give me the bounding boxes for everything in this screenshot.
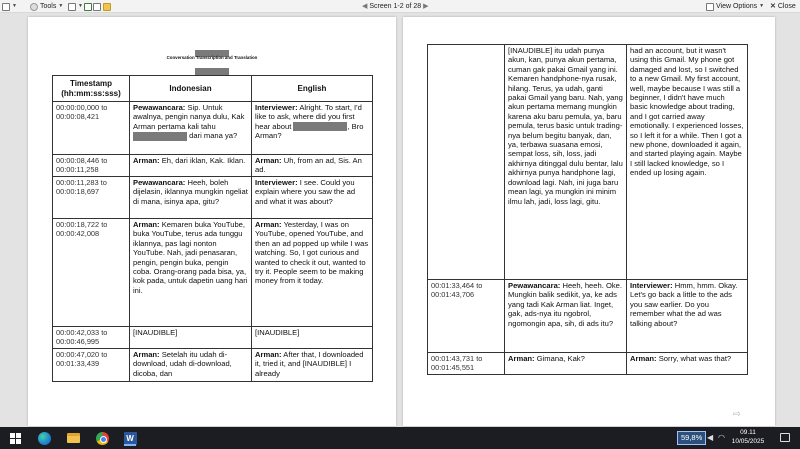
- close-button[interactable]: [770, 2, 796, 11]
- redaction-block: [133, 132, 187, 141]
- indonesian-cell: [130, 219, 252, 327]
- edge-icon: [38, 432, 51, 445]
- utterance-text: Alright. To start, I'd like to ask, where did you first hear about: [255, 103, 362, 131]
- timestamp-header: Timestamp (hh:mm:ss:sss): [53, 76, 130, 102]
- clock-time: 09.11: [740, 429, 756, 436]
- taskbar: [0, 427, 800, 449]
- english-cell: [252, 349, 373, 382]
- start-button[interactable]: [7, 430, 23, 446]
- view-options-label: View Options: [716, 3, 758, 10]
- volume-icon[interactable]: ◀: [707, 433, 714, 442]
- timestamp-cell: 00:00:00,000 to 00:00:08,421: [53, 102, 130, 155]
- view-options-icon: [706, 3, 714, 11]
- timestamp-cell: [428, 45, 505, 280]
- view-options-menu[interactable]: [706, 2, 764, 11]
- speaker-label: Arman:: [508, 354, 535, 363]
- battery-indicator[interactable]: 59,8%: [677, 431, 706, 445]
- utterance-text: Sorry, what was that?: [656, 354, 732, 363]
- speaker-label: Arman:: [255, 220, 282, 229]
- table-row: [53, 219, 373, 327]
- chevron-down-icon: ▼: [78, 3, 83, 9]
- timestamp-cell: 00:01:33,464 to 00:01:43,706: [428, 280, 505, 353]
- timestamp-cell: 00:00:18,722 to 00:00:42,008: [53, 219, 130, 327]
- utterance-text: Heeh, boleh dijelasin, iklannya mungkin ngeliat di mana, isinya apa, gitu?: [133, 178, 248, 206]
- notification-icon[interactable]: [780, 433, 790, 442]
- document-icon: [2, 3, 10, 11]
- table-row: [53, 155, 373, 177]
- utterance-text: Heeh, heeh. Oke. Mungkin balik sedikit, ya, ke ads yang tadi Kak Arman liat. Inget, gak, ads-nya itu ngobrol, ngomongin apa, sih, di ads itu?: [508, 281, 622, 328]
- utterance-text: Setelah itu udah di-download, udah di-download, dicoba, dan: [133, 350, 232, 378]
- transcript-table-continued: [427, 44, 748, 375]
- utterance-text: Gimana, Kak?: [534, 354, 585, 363]
- table-row: [428, 353, 748, 375]
- tools-icon: [30, 3, 38, 11]
- highlight-button[interactable]: [68, 2, 83, 11]
- speaker-label: Arman:: [133, 156, 160, 165]
- english-cell: had an account, but it wasn't using this Gmail. My phone got damaged and lost, so I switched to a new Gmail. My first account, well, maybe because I was still a beginner, I didn't have much basic knowledge about trading, and I got carried away emotionally. I experienced losses, so I left it for a while. Then I got a new phone, downloaded it again, and started playing again. Maybe I still lacked knowledge, so I ended up losing again.: [627, 45, 748, 280]
- previous-screen-icon[interactable]: ◀: [362, 3, 368, 10]
- indonesian-header: Indonesian: [130, 76, 252, 102]
- chevron-down-icon: ▼: [759, 3, 765, 9]
- english-header: English: [252, 76, 373, 102]
- english-cell: [627, 280, 748, 353]
- next-screen-icon[interactable]: ▶: [423, 3, 429, 10]
- utterance-text: , Bro Arman?: [255, 121, 364, 141]
- english-cell: [252, 177, 373, 219]
- utterance-text: I see. Could you explain where you saw the ad and what it was about?: [255, 178, 356, 206]
- folder-button[interactable]: [103, 2, 111, 11]
- taskbar-word[interactable]: [122, 430, 138, 446]
- document-page-1: [28, 17, 396, 426]
- table-header-row: [53, 76, 373, 102]
- doc-menu[interactable]: [2, 2, 17, 11]
- utterance-text: Yesterday, I was on YouTube, opened YouTube, and then an ad popped up while I was watching. So, I got curious and wanted to check it out, wanted to try it. People seem to be making money from it today.: [255, 220, 369, 286]
- utterance-text: Sip. Untuk awalnya, pengin nanya dulu, Kak Arman pertama kali tahu: [133, 103, 245, 131]
- indonesian-cell: [INAUDIBLE]: [130, 327, 252, 349]
- screen-nav: [362, 2, 429, 11]
- indonesian-cell: [130, 102, 252, 155]
- speaker-label: Interviewer:: [630, 281, 673, 290]
- utterance-text: Kemaren buka YouTube, buka YouTube, terus ada tunggu iklannya, pas lagi nonton YouTube. Nah, jadi penasaran, pengin, pengin buka, pengin coba. Orang-orang pada bisa, ya, kok pada, untuk dapetin uang hari ini.: [133, 220, 248, 295]
- speaker-label: Pewawancara:: [133, 103, 186, 112]
- speaker-label: Arman:: [133, 350, 160, 359]
- close-icon: ✕: [770, 3, 776, 10]
- utterance-text: Eh, dari iklan, Kak. Iklan.: [159, 156, 246, 165]
- utterance-text: Uh, from an ad, Sis. An ad.: [255, 156, 362, 175]
- timestamp-cell: 00:00:08,446 to 00:00:11,258: [53, 155, 130, 177]
- timestamp-cell: 00:01:43,731 to 00:01:45,551: [428, 353, 505, 375]
- table-row: [53, 177, 373, 219]
- table-row: [53, 327, 373, 349]
- english-cell: [252, 219, 373, 327]
- utterance-text: dari mana ya?: [187, 131, 238, 141]
- next-page-icon[interactable]: ⇨: [732, 409, 741, 420]
- tools-menu[interactable]: [30, 2, 63, 11]
- table-row: [53, 349, 373, 382]
- indonesian-cell: [505, 353, 627, 375]
- english-cell: [INAUDIBLE]: [252, 327, 373, 349]
- speaker-label: Arman:: [255, 350, 282, 359]
- spelling-button[interactable]: [84, 2, 92, 11]
- speaker-label: Arman:: [133, 220, 160, 229]
- utterance-text: Hmm, hmm. Okay. Let's go back a little to the ads you saw earlier. Do you remember what the ad was talking about?: [630, 281, 738, 328]
- system-clock[interactable]: [729, 429, 767, 446]
- taskbar-file-explorer[interactable]: [65, 430, 81, 446]
- document-title: Conversation Transcription and Translation: [166, 55, 258, 60]
- transcript-table: [52, 75, 373, 382]
- folder-icon: [103, 3, 111, 11]
- screen-label: Screen 1-2 of 28: [369, 3, 422, 10]
- english-cell: [252, 102, 373, 155]
- table-row: [53, 102, 373, 155]
- tools-label: Tools: [40, 3, 57, 10]
- timestamp-cell: 00:00:47,020 to 00:01:33,439: [53, 349, 130, 382]
- reading-view[interactable]: [0, 13, 800, 427]
- taskbar-chrome[interactable]: [94, 430, 110, 446]
- redaction-block: [293, 122, 347, 131]
- indonesian-cell: [505, 280, 627, 353]
- table-row: [428, 45, 748, 280]
- active-indicator: [124, 444, 136, 446]
- spelling-icon: [84, 3, 92, 11]
- speaker-label: Pewawancara:: [133, 178, 186, 187]
- indonesian-cell: [INAUDIBLE] itu udah punya akun, kan, punya akun pertama, cuman gak pakai Gmail yang ini. Kemaren handphone-nya rusak, hilang. Terus, ya udah, ganti pakai Gmail yang baru. Nah, yang akun pertama memang mungkin karena aku baru pemula, ya, baru pemula, terus basic untuk trading-nya belum begitu banyak, dan, ya, terbawa suasana emosi, sempat loss, sih, loss, jadi akhirnya ditinggal dulu bentar, lalu akhirnya punya handphone lagi, download lagi. Nah, ini juga baru mean lagi, ya mungkin ini minim ilmu lah, jadi, loss lagi, gitu.: [505, 45, 627, 280]
- taskbar-edge[interactable]: [36, 430, 52, 446]
- english-cell: [252, 155, 373, 177]
- table-row: [428, 280, 748, 353]
- folder-icon: [67, 433, 80, 443]
- chrome-icon: [96, 432, 109, 445]
- speaker-label: Pewawancara:: [508, 281, 561, 290]
- chevron-down-icon: ▼: [58, 3, 64, 9]
- english-cell: [627, 353, 748, 375]
- close-label: Close: [777, 3, 796, 10]
- comment-icon: [93, 3, 101, 11]
- timestamp-cell: 00:00:42,033 to 00:00:46,995: [53, 327, 130, 349]
- document-page-2: [403, 17, 775, 426]
- comment-button[interactable]: [93, 2, 101, 11]
- speaker-label: Interviewer:: [255, 103, 298, 112]
- word-icon: W: [124, 432, 137, 445]
- timestamp-cell: 00:00:11,283 to 00:00:18,697: [53, 177, 130, 219]
- viewer-toolbar: [0, 0, 800, 13]
- speaker-label: Arman:: [630, 354, 657, 363]
- indonesian-cell: [130, 177, 252, 219]
- clock-date: 10/05/2025: [731, 437, 765, 445]
- chevron-down-icon: ▼: [12, 3, 17, 9]
- pen-icon: [68, 3, 76, 11]
- speaker-label: Interviewer:: [255, 178, 298, 187]
- wifi-icon[interactable]: ◠: [718, 433, 725, 442]
- utterance-text: After that, I downloaded it, tried it, and [INAUDIBLE] I already: [255, 350, 364, 378]
- indonesian-cell: [130, 349, 252, 382]
- speaker-label: Arman:: [255, 156, 282, 165]
- indonesian-cell: [130, 155, 252, 177]
- windows-icon: [10, 433, 21, 444]
